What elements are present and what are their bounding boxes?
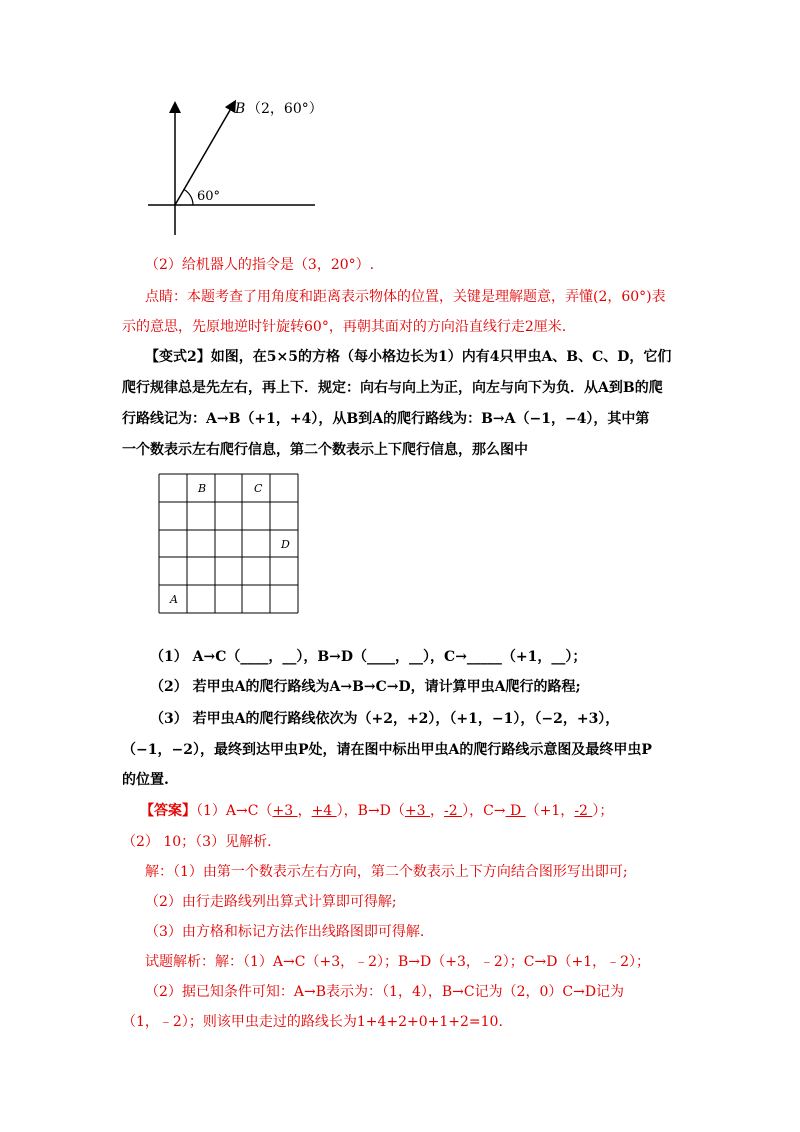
angle-arc <box>184 190 193 206</box>
answer-blank: +3 <box>404 803 430 819</box>
answer-text: ， <box>297 803 312 819</box>
point-b-letter: B <box>235 101 246 117</box>
solution-line-5: （2）据已知条件可知：A→B表示为：（1，4），B→C记为（2，0）C→D记为 <box>145 984 625 1000</box>
grid-label-b: B <box>198 482 207 495</box>
answer-tag: 【答案】 <box>140 803 196 819</box>
solution-line-6: （1，﹣2）；则该甲虫走过的路线长为1+4+2+0+1+2=10. <box>122 1014 503 1030</box>
answer-text: ），C→ <box>462 803 506 819</box>
grid-label-c: C <box>254 482 263 495</box>
answer-text: （1）A→C（ <box>196 803 273 819</box>
problem-line-2: 爬行规律总是先左右，再上下．规定：向右与向上为正，向左与向下为负．从A到B的爬 <box>122 380 663 396</box>
hint-line-1: 点睛：本题考查了用角度和距离表示物体的位置，关键是理解题意，弄懂(2，60°)表 <box>145 289 666 305</box>
solution-line-2: （2）由行走路线列出算式计算即可得解; <box>145 894 397 910</box>
question-1: （1） A→C（____，__），B→D（____，__），C→_____（+1，__）； <box>150 649 587 665</box>
machine-instruction: （2）给机器人的指令是（3，20°）. <box>145 257 375 273</box>
answer-blank: +3 <box>272 803 298 819</box>
answer-blank: D <box>505 803 526 819</box>
problem-line-4: 一个数表示左右爬行信息，第二个数表示上下爬行信息，那么图中 <box>122 442 528 458</box>
answer-blank: -2 <box>444 803 463 819</box>
answer-text: ）； <box>592 803 614 819</box>
solution-line-1: 解：（1）由第一个数表示左右方向，第二个数表示上下方向结合图形写出即可; <box>145 864 628 880</box>
answer-blank: +4 <box>311 803 337 819</box>
problem-line-1 <box>145 347 671 367</box>
grid-figure <box>158 473 300 615</box>
problem-line-3: 行路线记为：A→B（+1，+4），从B到A的爬行路线为：B→A（−1，−4），其中第 <box>122 411 650 427</box>
question-3-line-1: （3） 若甲虫A的爬行路线依次为（+2，+2），（+1，−1），（−2，+3）， <box>150 711 620 727</box>
grid-label-d: D <box>281 538 290 551</box>
angle-figure <box>140 95 360 240</box>
point-b-coords: （2，60°） <box>247 101 323 117</box>
question-2: （2） 若甲虫A的爬行路线为A→B→C→D，请计算甲虫A爬行的路程; <box>150 679 581 695</box>
angle-label: 60° <box>197 189 221 204</box>
solution-line-3: （3）由方格和标记方法作出线路图即可得解. <box>145 924 425 940</box>
question-3-line-3: 的位置. <box>122 772 169 788</box>
question-3-line-2: （−1，−2），最终到达甲虫P处，请在图中标出甲虫A的爬行路线示意图及最终甲虫P <box>122 742 652 758</box>
problem-text-1: 如图，在5×5的方格（每小格边长为1）内有4只甲虫A、B、C、D，它们 <box>210 349 672 365</box>
answer-text: （+1， <box>525 803 575 819</box>
problem-tag: 【变式2】 <box>145 349 211 365</box>
answer-blank: -2 <box>574 803 593 819</box>
solution-line-4: 试题解析：解：（1）A→C（+3，﹣2）；B→D（+3，﹣2）；C→D（+1，﹣2）； <box>145 954 651 970</box>
answer-line-2: （2） 10；（3）见解析. <box>122 834 272 850</box>
answer-text: ），B→D（ <box>336 803 405 819</box>
answer-text: ， <box>430 803 444 819</box>
hint-line-2: 示的意思，先原地逆时针旋转60°，再朝其面对的方向沿直线行走2厘米. <box>122 319 567 335</box>
answer-line-1 <box>140 801 613 821</box>
grid-label-a: A <box>170 593 178 606</box>
